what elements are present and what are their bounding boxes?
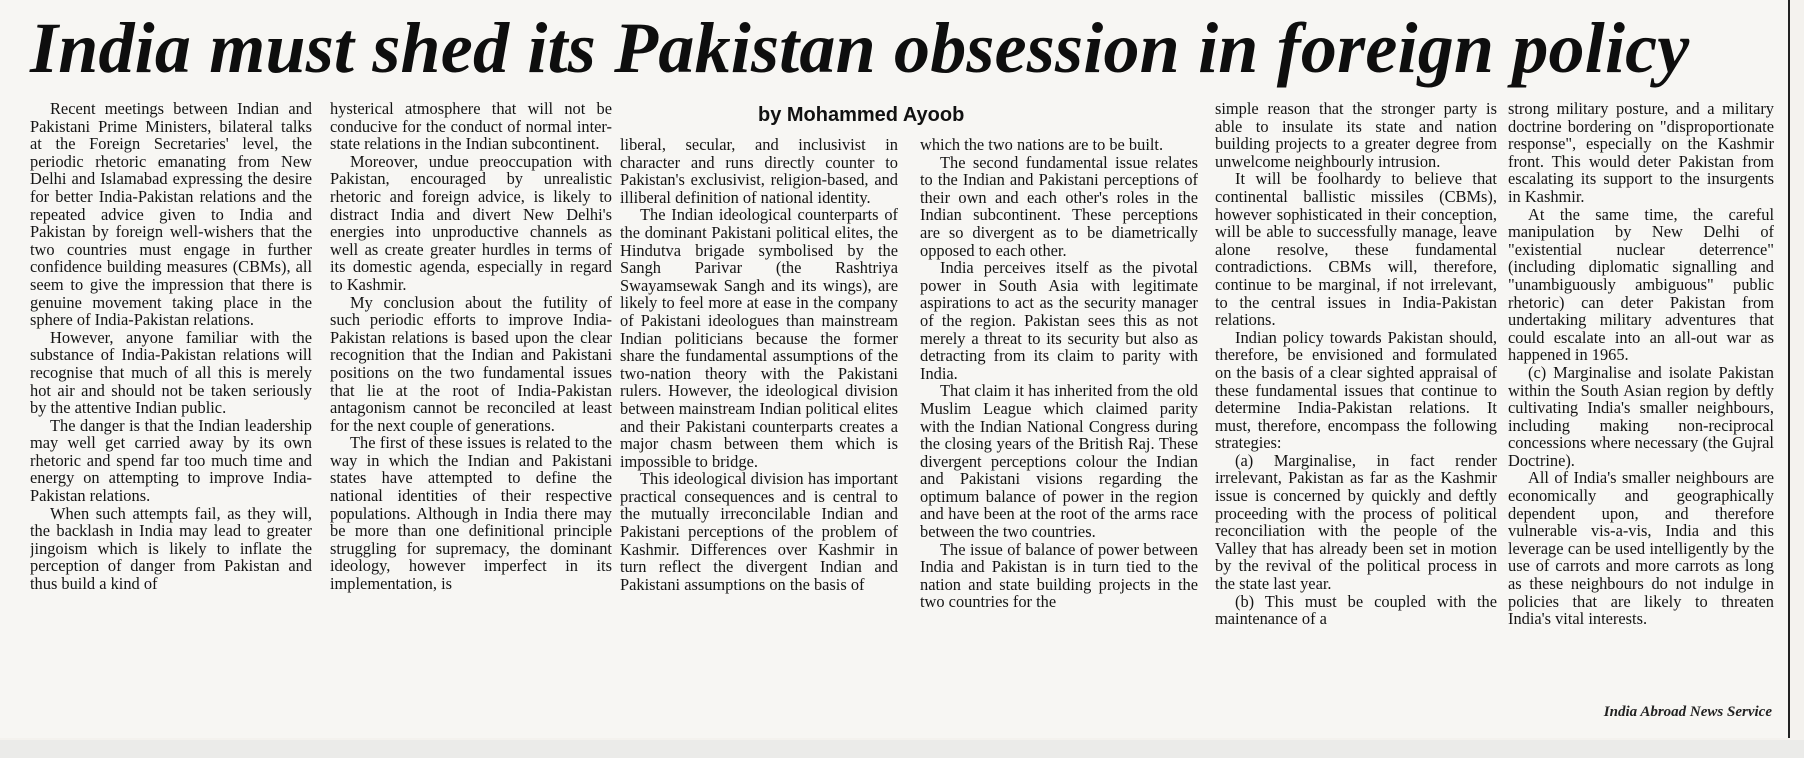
bottom-strip [0,740,1804,758]
paragraph: The Indian ideological counterparts of the dominant Pakistani political elites, the Hindutva brigade symbolised by the Sangh Parivar (the Rashtriya Swayamsewak Sangh and its wings), are likely to feel more at ease in the company of Pakistani ideologues than mainstream Indian politicians because the former share the fundamental assumptions of the two-nation theory with the Pakistani rulers. However, the ideological division between mainstream Indian political elites and their Pakistani counterparts creates a major chasm between them which is impossible to bridge. [620,205,898,471]
paragraph: which the two nations are to be built. [920,136,1164,154]
paragraph: It will be foolhardy to believe that continental ballistic missiles (CBMs), however sophisticated in their conception, will be able to successfully manage, leave alone resolve, these fundamental contradictions. CBMs will, therefore, continue to be marginal, if not irrelevant, to the central issues in India-Pakistan relations. [1215,169,1497,330]
paragraph: liberal, secular, and inclusivist in character and runs directly counter to Pakistan's exclusivist, religion-based, and illiberal definition of national identity. [620,136,898,207]
paragraph: hysterical atmosphere that will not be conducive for the conduct of normal inter-state relations in the Indian subcontinent. [330,100,612,154]
byline: by Mohammed Ayoob [758,104,965,126]
paragraph: (b) This must be coupled with the maintenance of a [1215,591,1497,629]
paragraph: strong military posture, and a military doctrine bordering on "disproportionate response", especially on the Kashmir front. This would deter Pakistan from escalating its support to the insurgents in Kashmir. [1508,100,1774,206]
headline: India must shed its Pakistan obsession in foreign policy [30,8,1690,88]
paragraph: All of India's smaller neighbours are economically and geographically dependent upon, and therefore vulnerable vis-a-vis, India and this leverage can be used intelligently by the use of carrots and more carrots as long as these neighbours do not indulge in policies that are likely to threaten India's vital interests. [1508,468,1774,629]
paragraph: (a) Marginalise, in fact render irrelevant, Pakistan as far as the Kashmir issue is concerned by quickly and deftly proceeding with the process of political reconciliation with the people of the Valley that has already been set in motion by the revival of the political process in the state last year. [1215,450,1497,594]
article-column-6 [1508,100,1774,698]
paragraph: Recent meetings between Indian and Pakistani Prime Ministers, bilateral talks at the Foreign Secretaries' level, the periodic rhetoric emanating from New Delhi and Islamabad expressing the desire for better India-Pakistan relations and the repeated advice given to India and Pakistan by foreign well-wishers that the two countries must engage in further confidence building measures (CBMs), all seem to give the impression that there is genuine movement taking place in the sphere of India-Pakistan relations. [30,100,312,330]
paragraph: My conclusion about the futility of such periodic efforts to improve India-Pakistan relations is based upon the clear recognition that the Indian and Pakistani positions on the two fundamental issues that lie at the root of India-Pakistan antagonism cannot be reconciled at least for the next couple of generations. [330,292,612,435]
paragraph: The issue of balance of power between India and Pakistan is in turn tied to the nation and state building projects in the two countries for the [920,539,1198,612]
paragraph: Indian policy towards Pakistan should, therefore, be envisioned and formulated on the basis of a clear sighted appraisal of these fundamental issues that continue to determine India-Pakistan relations. It must, therefore, encompass the following strategies: [1215,327,1497,453]
paragraph: This ideological division has important practical consequences and is central to the mutually irreconcilable Indian and Pakistani perceptions of the problem of Kashmir. Differences over Kashmir in turn reflect the divergent Indian and Pakistani assumptions on the basis of [620,469,898,594]
article-column-4 [920,136,1198,720]
paragraph: The danger is that the Indian leadership may well get carried away by its own rhetoric and spend far too much time and energy on attempting to improve India-Pakistan relations. [30,415,312,506]
paragraph: However, anyone familiar with the substance of India-Pakistan relations will recognise that much of all this is merely hot air and should not be taken seriously by the attentive Indian public. [30,327,312,418]
paragraph: simple reason that the stronger party is able to insulate its state and nation building projects to a greater degree from unwelcome neighbourly intrusion. [1215,100,1497,171]
paragraph: Moreover, undue preoccupation with Pakistan, encouraged by unrealistic rhetoric and foreign advice, is likely to distract India and divert New Delhi's energies into unproductive channels as well as create greater hurdles in terms of its domestic agenda, especially in regard to Kashmir. [330,151,612,294]
article-column-3 [620,136,898,720]
paragraph: India perceives itself as the pivotal power in South Asia with legitimate aspirations to act as the security manager of the region. Pakistan sees this as not merely a threat to its security but also as detracting from its claim to parity with India. [920,258,1198,383]
paragraph: The second fundamental issue relates to the Indian and Pakistani perceptions of their own and each other's roles in the Indian subcontinent. These perceptions are so divergent as to be diametrically opposed to each other. [920,152,1198,260]
paragraph: When such attempts fail, as they will, the backlash in India may lead to greater jingoism which is likely to inflate the perception of danger from Pakistan and thus build a kind of [30,503,312,594]
article-column-1 [30,100,312,720]
news-service-credit: India Abroad News Service [1603,704,1772,720]
paragraph: The first of these issues is related to the way in which the Indian and Pakistani states have attempted to define the national identities of their respective populations. Although in India there may be more than one definitional principle struggling for supremacy, the dominant ideology, however imperfect in its implementation, is [330,433,612,594]
article-column-5 [1215,100,1497,720]
article-column-2 [330,100,612,720]
paragraph: At the same time, the careful manipulation by New Delhi of "existential nuclear deterrence" (including diplomatic signalling and "unambiguously ambiguous" public rhetoric) can deter Pakistan from undertaking military adventures that could escalate into an all-out war as happened in 1965. [1508,204,1774,365]
paragraph: That claim it has inherited from the old Muslim League which claimed parity with the Indian National Congress during the closing years of the British Raj. These divergent perceptions colour the Indian and Pakistani visions regarding the optimum balance of power in the region and have been at the root of the arms race between the two countries. [920,381,1198,542]
paragraph: (c) Marginalise and isolate Pakistan within the South Asian region by deftly cultivating India's smaller neighbours, including making non-reciprocal concessions where necessary (the Gujral Doctrine). [1508,362,1774,470]
